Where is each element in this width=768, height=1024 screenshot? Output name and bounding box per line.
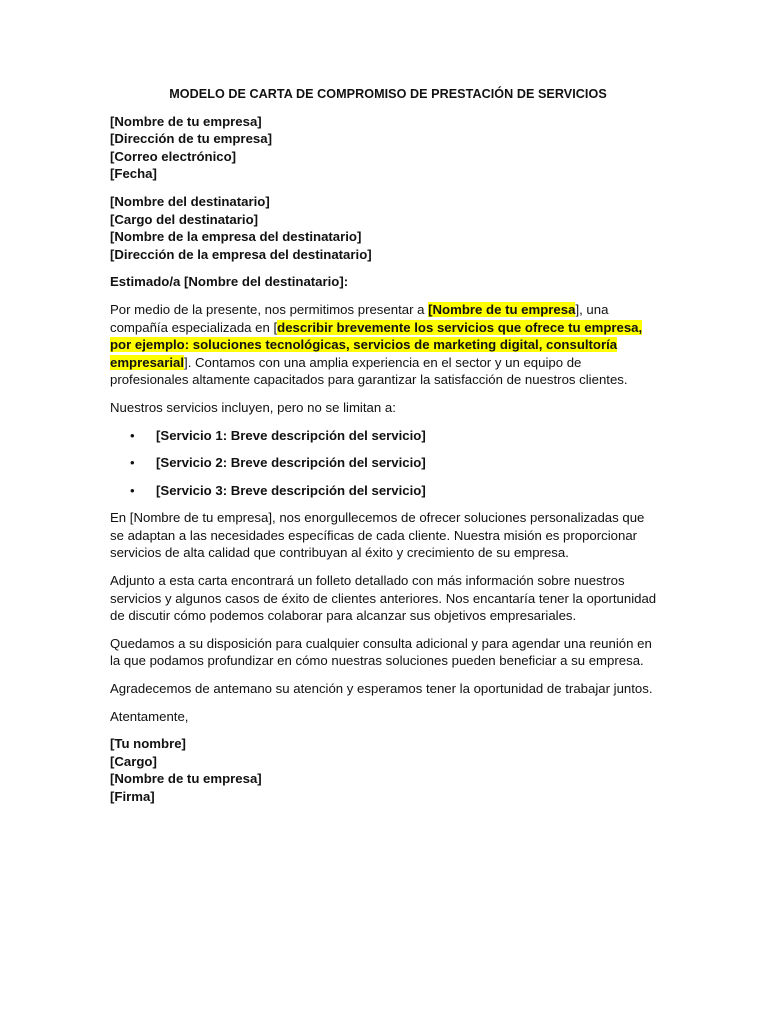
recipient-position: [Cargo del destinatario] bbox=[110, 211, 259, 227]
sender-address: [Dirección de tu empresa] bbox=[110, 131, 272, 147]
highlight-services-description: describir brevemente los servicios que ofrece tu empresa, por ejemplo: soluciones tecnológicas, servicios de marketing digital, consultoría empresarial bbox=[110, 319, 643, 370]
sender-email: [Correo electrónico] bbox=[110, 148, 237, 164]
sender-block bbox=[110, 113, 660, 183]
paragraph-thanks: Agradecemos de antemano su atención y esperamos tener la oportunidad de trabajar juntos. bbox=[110, 681, 653, 697]
document-title: MODELO DE CARTA DE COMPROMISO DE PRESTACIÓN DE SERVICIOS bbox=[169, 87, 607, 101]
services-intro: Nuestros servicios incluyen, pero no se limitan a: bbox=[110, 399, 396, 415]
greeting: Estimado/a [Nombre del destinatario]: bbox=[110, 274, 349, 290]
recipient-block bbox=[110, 193, 660, 263]
signature-firma: [Firma] bbox=[110, 789, 155, 804]
intro-text-1: Por medio de la presente, nos permitimos presentar a bbox=[110, 301, 429, 317]
recipient-company: [Nombre de la empresa del destinatario] bbox=[110, 229, 362, 245]
paragraph-personalized-solutions: En [Nombre de tu empresa], nos enorgullecemos de ofrecer soluciones personalizadas que se adaptan a las necesidades específicas de cada cliente. Nuestra misión es proporcionar servicios de alta calidad que contribuyan al éxito y crecimiento de su empresa. bbox=[110, 510, 645, 561]
recipient-address: [Dirección de la empresa del destinatario] bbox=[110, 246, 372, 262]
signature-name: [Tu nombre] bbox=[110, 736, 186, 752]
intro-paragraph bbox=[110, 301, 660, 389]
bullet-icon: • bbox=[130, 455, 135, 471]
bullet-icon: • bbox=[130, 482, 135, 498]
service-item-2: [Servicio 2: Breve descripción del servicio] bbox=[156, 455, 426, 471]
list-item bbox=[110, 427, 660, 445]
service-item-1: [Servicio 1: Breve descripción del servicio] bbox=[156, 427, 426, 443]
paragraph-availability: Quedamos a su disposición para cualquier consulta adicional y para agendar una reunión en la que podamos profundizar en cómo nuestras soluciones pueden beneficiar a su empresa. bbox=[110, 635, 652, 669]
services-list bbox=[110, 427, 660, 500]
closing-salutation: Atentamente, bbox=[110, 708, 189, 724]
highlight-open-bracket-1: [ bbox=[428, 301, 433, 317]
bullet-icon: • bbox=[130, 427, 135, 443]
letter-body bbox=[110, 86, 660, 816]
sender-company-name: [Nombre de tu empresa] bbox=[110, 113, 262, 129]
highlight-company-name: Nombre de tu empresa bbox=[432, 301, 576, 317]
recipient-name: [Nombre del destinatario] bbox=[110, 193, 270, 209]
signature-position: [Cargo] bbox=[110, 753, 157, 769]
list-item bbox=[110, 454, 660, 472]
signature-company: [Nombre de tu empresa] bbox=[110, 771, 262, 787]
service-item-3: [Servicio 3: Breve descripción del servicio] bbox=[156, 482, 426, 498]
intro-open-bracket-2: [ bbox=[273, 319, 278, 335]
intro-text-2: ], una compañía especializada en bbox=[110, 301, 609, 335]
intro-text-3: ]. Contamos con una amplia experiencia en el sector y un equipo de profesionales altamente capacitados para garantizar la satisfacción de nuestros clientes. bbox=[110, 354, 628, 388]
paragraph-attachment: Adjunto a esta carta encontrará un folleto detallado con más información sobre nuestros servicios y algunos casos de éxito de clientes anteriores. Nos encantaría tener la oportunidad de discutir cómo podemos colaborar para alcanzar sus objetivos empresariales. bbox=[110, 573, 657, 624]
signature-block bbox=[110, 735, 660, 805]
list-item bbox=[110, 482, 660, 500]
sender-date: [Fecha] bbox=[110, 166, 157, 182]
